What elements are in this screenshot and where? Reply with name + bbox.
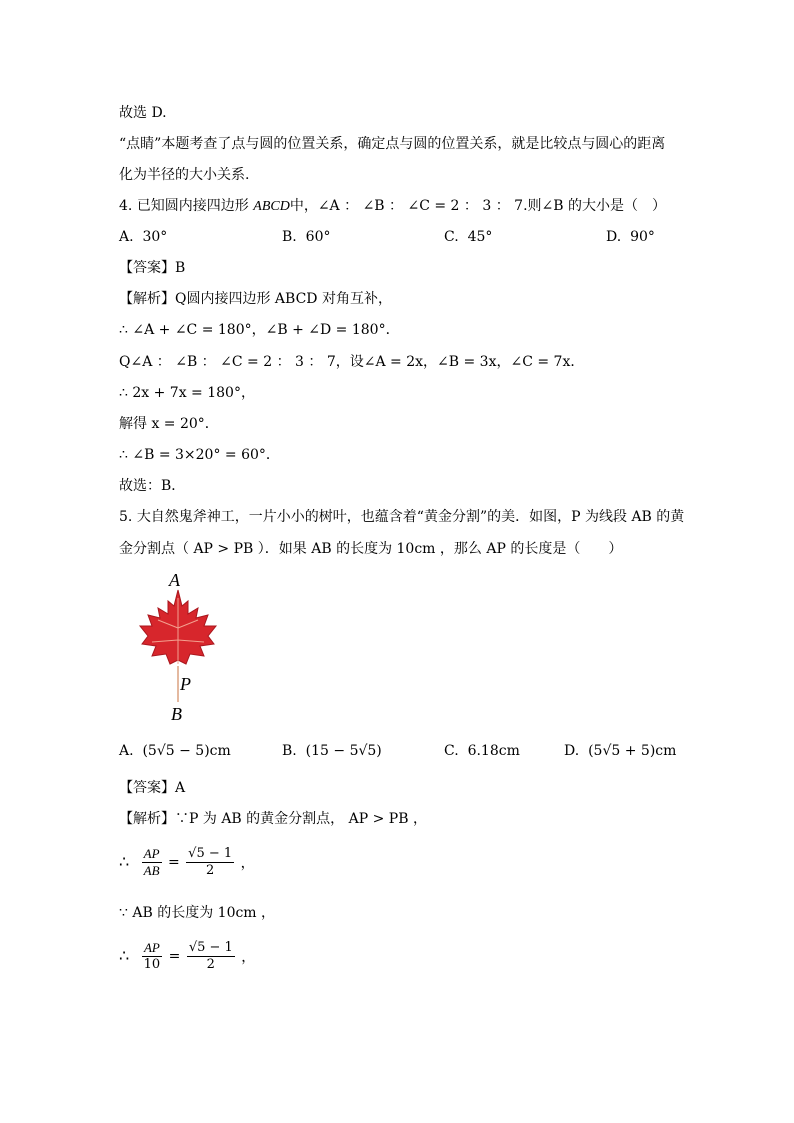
q4-option-c-label: C. (444, 229, 459, 245)
q5-analysis-ratio-1 (119, 846, 255, 879)
q4-quad: ABCD (253, 199, 290, 214)
q4-number: 4. (119, 198, 133, 214)
q5-number: 5. (119, 509, 133, 525)
q4-option-d-text: 90° (630, 229, 655, 245)
q4-stem (119, 196, 666, 217)
fraction-denominator: 2 (206, 957, 215, 972)
q4-option-b-label: B. (282, 229, 297, 245)
q5-answer (119, 778, 185, 798)
q5-analysis-text-1: ∵P 为 AB 的黄金分割点， AP > PB ， (175, 811, 427, 827)
q4-stem-post: 的大小是（ ） (568, 198, 667, 214)
figure-label-b: B (171, 704, 182, 724)
fraction-numerator: √5 − 1 (188, 940, 233, 955)
q5-stem-2: 金分割点（ AP > PB ）．如果 AB 的长度为 10cm ，那么 AP 的长度是（ ） (119, 541, 623, 557)
q5-analysis-ratio-2 (119, 940, 255, 973)
therefore-symbol: ∴ (119, 851, 130, 871)
q5-option-a-text: (5√5 − 5)cm (142, 743, 231, 759)
q5-option-b-label: B. (282, 743, 297, 759)
q4-option-d (606, 227, 655, 247)
comma: ， (240, 855, 255, 872)
fraction-golden (186, 846, 234, 879)
q5-option-c-label: C. (444, 743, 459, 759)
q5-option-c-text: 6.18cm (467, 743, 520, 759)
fraction-denominator: 10 (143, 957, 161, 972)
q4-analysis-1 (119, 289, 392, 309)
q4-stem-mid: 中，∠A ： ∠B ： ∠C = 2 ： 3 ： 7.则∠B (289, 198, 564, 214)
q4-answer-tag: 【答案】 (119, 260, 175, 276)
fraction-ap-ab (142, 846, 162, 879)
figure-label-a: A (169, 570, 180, 590)
q4-analysis-3: Q∠A ： ∠B ： ∠C = 2 ： 3 ： 7，设∠A = 2x，∠B = 3x，∠C = 7x． (119, 354, 585, 370)
q5-option-b (282, 741, 382, 761)
q4-option-c-text: 45° (467, 229, 493, 245)
tip-line-2: 化为半径的大小关系. (119, 167, 250, 183)
q5-analysis-tag: 【解析】 (119, 811, 175, 827)
figure-label-p: P (180, 674, 191, 694)
fraction-denominator: 2 (206, 863, 215, 878)
q4-option-c (444, 227, 492, 247)
q5-option-a-label: A. (119, 743, 134, 759)
q4-option-b (282, 227, 330, 247)
q4-analysis-2: ∴ ∠A + ∠C = 180°，∠B + ∠D = 180°． (119, 322, 400, 338)
q4-answer-value: B (175, 260, 186, 276)
q5-option-d-text: (5√5 + 5)cm (588, 743, 677, 759)
q4-stem-pre: 已知圆内接四边形 (136, 198, 249, 214)
q5-stem-1 (119, 507, 684, 527)
q5-analysis-3: ∵ AB 的长度为 10cm ， (119, 905, 276, 921)
q4-option-a-label: A. (119, 229, 134, 245)
fraction-numerator: √5 − 1 (188, 846, 233, 861)
q5-option-c (444, 741, 520, 761)
q4-analysis-5: 解得 x = 20°． (119, 416, 219, 432)
q5-option-a (119, 741, 231, 761)
q4-option-d-label: D. (606, 229, 622, 245)
equals-sign: = (168, 948, 181, 965)
maple-leaf-figure (128, 568, 228, 728)
fraction-golden (187, 940, 235, 973)
q4-analysis-6: ∴ ∠B = 3×20° = 60°． (119, 447, 280, 463)
q5-answer-tag: 【答案】 (119, 780, 175, 796)
q4-option-b-text: 60° (305, 229, 331, 245)
q4-option-a (119, 227, 167, 247)
q4-option-a-text: 30° (142, 229, 168, 245)
fraction-denominator: AB (143, 863, 160, 878)
q4-analysis-7: 故选：B． (119, 478, 186, 494)
comma: ， (241, 949, 256, 966)
q5-option-d-label: D. (564, 743, 580, 759)
fraction-numerator: AP (142, 940, 163, 957)
prev-conclusion: 故选 D. (119, 105, 167, 121)
q5-analysis-1 (119, 809, 427, 829)
equals-sign: = (167, 854, 180, 871)
fraction-ap-10 (142, 940, 163, 973)
q5-answer-value: A (175, 780, 186, 796)
q4-analysis-text-1: Q圆内接四边形 ABCD 对角互补， (175, 291, 392, 307)
therefore-symbol: ∴ (119, 945, 130, 965)
q5-option-b-text: (15 − 5√5) (305, 743, 382, 759)
q4-analysis-tag: 【解析】 (119, 291, 175, 307)
q4-answer (119, 258, 185, 278)
q4-analysis-4: ∴ 2x + 7x = 180°， (119, 385, 255, 401)
fraction-numerator: AP (143, 846, 160, 861)
q5-option-d (564, 741, 676, 761)
tip-line-1: “点睛”本题考查了点与圆的位置关系，确定点与圆的位置关系，就是比较点与圆心的距离 (119, 136, 666, 152)
q5-stem-a: 大自然鬼斧神工，一片小小的树叶，也蕴含着“黄金分割”的美．如图，P 为线段 AB 的黄 (136, 509, 685, 525)
